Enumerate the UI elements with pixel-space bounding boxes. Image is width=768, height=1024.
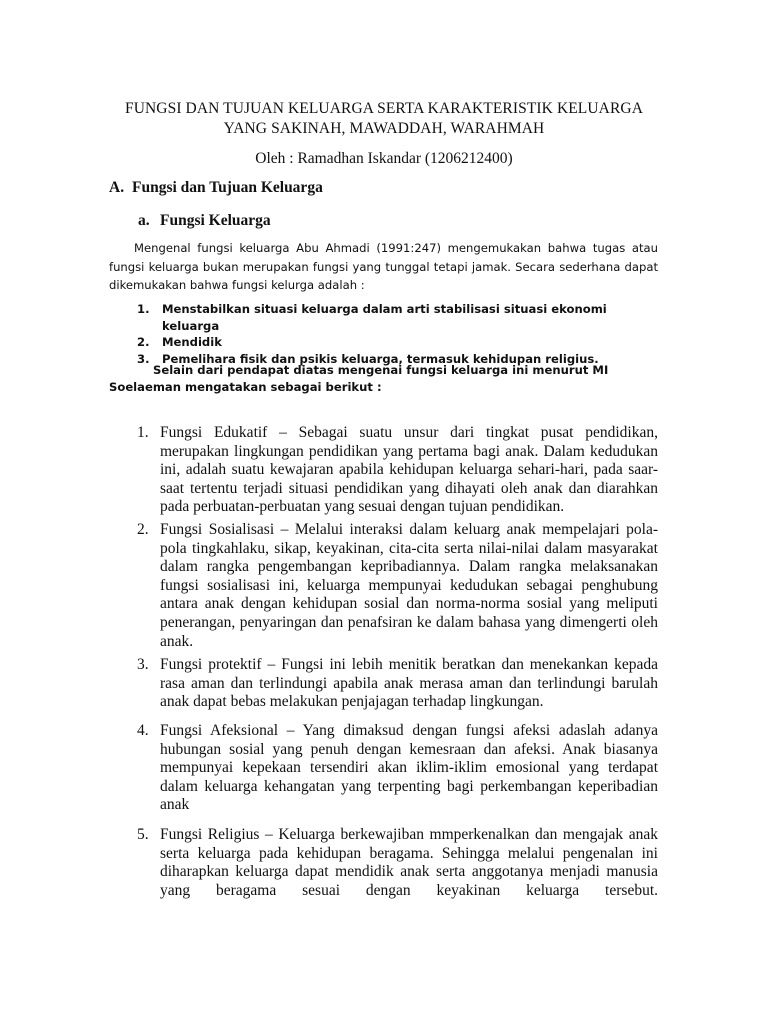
author-line: Oleh : Ramadhan Iskandar (1206212400) — [255, 150, 513, 167]
function-line: antara anak dengan kehidupan sosial dan norma-norma sosial yang meliputi — [160, 595, 658, 613]
function-number: 1. — [137, 424, 149, 441]
function-number: 5. — [137, 826, 149, 843]
function-text — [160, 656, 658, 712]
function-text — [160, 424, 658, 517]
list-item-text: Mendidik — [162, 335, 222, 349]
section-title: Fungsi dan Tujuan Keluarga — [132, 179, 323, 196]
function-text — [160, 722, 658, 815]
subsection-title: Fungsi Keluarga — [160, 212, 271, 229]
soelaeman-paragraph — [109, 362, 658, 396]
section-number: A. — [109, 179, 125, 196]
function-line: Fungsi Sosialisasi – Melalui interaksi dalam keluarg anak mempelajari pola- — [160, 521, 658, 538]
function-line: ini, adalah suatu kewajaran apabila kehidupan keluarga sehari-hari, pada saar- — [160, 461, 658, 479]
list-item-text: Pemelihara fisik dan psikis keluarga, termasuk kehidupan religius. — [162, 351, 599, 366]
section-heading — [109, 178, 323, 198]
numbered-list — [137, 301, 637, 367]
list-item-text: Menstabilkan situasi keluarga dalam arti stabilisasi situasi ekonomi keluarga — [162, 302, 607, 333]
function-text — [160, 521, 658, 651]
title-line: FUNGSI DAN TUJUAN KELUARGA SERTA KARAKTERISTIK KELUARGA — [125, 100, 643, 117]
function-line: dalam rangka pengembangan kepribadiannya. Dalam rangka melaksanakan — [160, 558, 658, 576]
list-item — [137, 334, 637, 351]
function-line: saat tertentu terjadi situasi pendidikan yang dihayati oleh anak dan diarahkan — [160, 479, 658, 497]
function-line: penerangan, penyaringan dan penafsiran ke dalam bahasa yang dimengerti oleh — [160, 613, 658, 631]
function-line: Fungsi protektif – Fungsi ini lebih menitik beratkan dan menekankan kepada — [160, 656, 658, 673]
function-line: anak. — [160, 632, 194, 650]
function-line: Fungsi Religius – Keluarga berkewajiban mmperkenalkan dan mengajak anak — [160, 826, 658, 843]
title-line: YANG SAKINAH, MAWADDAH, WARAHMAH — [223, 120, 545, 137]
function-line: anak — [160, 796, 190, 814]
intro-text: Mengenal fungsi keluarga Abu Ahmadi (1991:247) mengemukakan bahwa tugas atau fungsi keluarga bukan merupakan fungsi yang tunggal tetapi jamak. Secara sederhana dapat dikemukakan bahwa fungsi kelurga adalah : — [109, 241, 658, 292]
function-line: diharapkan keluarga dapat mendidik anak serta anggotanya menjadi manusia — [160, 863, 658, 881]
document-title — [100, 99, 668, 139]
function-line: rasa aman dan terlindungi apabila anak merasa aman dan terlindungi barulah — [160, 674, 658, 692]
list-item — [137, 301, 637, 334]
function-line: Fungsi Afeksional – Yang dimaksud dengan fungsi afeksi adaslah adanya — [160, 722, 658, 739]
function-line: anak dapat bebas melakukan penjajagan terhadap lingkungan. — [160, 693, 544, 711]
function-line: Fungsi Edukatif – Sebagai suatu unsur dari tingkat pusat pendidikan, — [160, 424, 658, 441]
function-line: mempunyai kepekaan tersendiri akan iklim-iklim emosional yang terdapat — [160, 759, 658, 777]
function-text — [160, 826, 658, 900]
subsection-number: a. — [138, 212, 150, 229]
soelaeman-text: Selain dari pendapat diatas mengenai fungsi keluarga ini menurut MI Soelaeman mengatakan sebagai berikut : — [109, 363, 609, 394]
intro-paragraph — [109, 239, 658, 295]
function-line: fungsi sosialisasi ini, keluarga mempunyai kedudukan sebagai penghubung — [160, 576, 658, 594]
function-number: 3. — [137, 656, 149, 673]
function-line: serta keluarga pada kehidupan beragama. Sehingga melalui pengenalan ini — [160, 844, 658, 862]
function-number: 4. — [137, 722, 149, 739]
function-line: dalam keluarga kehangatan yang terpenting bagi perkembangan keperibadian — [160, 777, 658, 795]
function-line: hubungan sosial yang penuh dengan kemesraan dan afeksi. Anak biasanya — [160, 740, 658, 758]
function-line: yang beragama sesuai dengan keyakinan keluarga tersebut. — [160, 881, 658, 899]
list-item-number: 3. — [137, 351, 150, 366]
list-item-number: 2. — [137, 335, 150, 349]
function-line: pola tingkahlaku, sikap, keyakinan, cita-cita serta nilai-nilai dalam masyarakat — [160, 539, 658, 557]
list-item-number: 1. — [137, 302, 150, 316]
function-number: 2. — [137, 521, 149, 538]
function-line: pada perbuatan-perbuatan yang sesuai dengan tujuan pendidikan. — [160, 498, 565, 516]
subsection-heading — [138, 211, 271, 231]
function-line: merupakan lingkungan pendidikan yang pertama bagi anak. Dalam kedudukan — [160, 442, 658, 460]
